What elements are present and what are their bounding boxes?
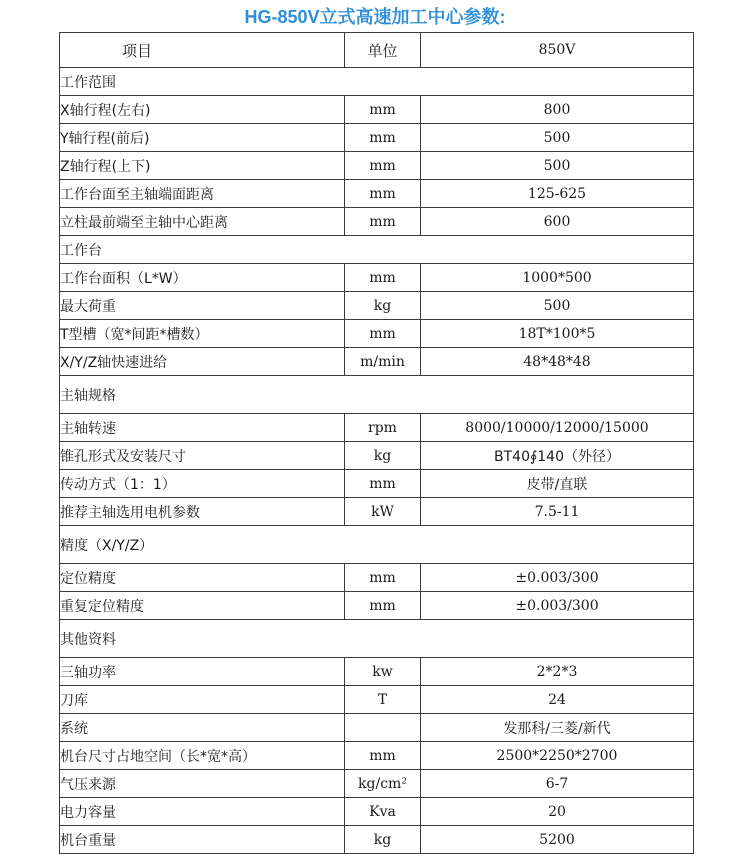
row-item: Z轴行程(上下) <box>60 152 345 180</box>
header-unit: 单位 <box>345 33 421 68</box>
table-row <box>60 798 694 826</box>
row-unit: kg <box>345 292 421 320</box>
row-value: 800 <box>421 96 694 124</box>
table-row <box>60 208 694 236</box>
header-value: 850V <box>421 33 694 68</box>
row-item: 推荐主轴选用电机参数 <box>60 498 345 526</box>
row-value: 18T*100*5 <box>421 320 694 348</box>
table-row <box>60 96 694 124</box>
row-value: 48*48*48 <box>421 348 694 376</box>
row-item: X轴行程(左右) <box>60 96 345 124</box>
row-unit: kW <box>345 498 421 526</box>
row-unit: mm <box>345 124 421 152</box>
row-value: 8000/10000/12000/15000 <box>421 414 694 442</box>
row-item: 传动方式（1：1） <box>60 470 345 498</box>
row-item: 工作台面积（L*W） <box>60 264 345 292</box>
row-unit: mm <box>345 180 421 208</box>
row-value: 2*2*3 <box>421 658 694 686</box>
table-row <box>60 292 694 320</box>
row-unit: mm <box>345 96 421 124</box>
table-row <box>60 714 694 742</box>
row-value: 7.5-11 <box>421 498 694 526</box>
row-item: T型槽（宽*间距*槽数） <box>60 320 345 348</box>
table-row <box>60 658 694 686</box>
table-row <box>60 320 694 348</box>
row-unit: mm <box>345 208 421 236</box>
row-item: 工作台面至主轴端面距离 <box>60 180 345 208</box>
row-unit: kw <box>345 658 421 686</box>
table-row <box>60 442 694 470</box>
row-unit: mm <box>345 592 421 620</box>
table-row <box>60 826 694 854</box>
row-item: 三轴功率 <box>60 658 345 686</box>
table-row <box>60 414 694 442</box>
row-value: 发那科/三菱/新代 <box>421 714 694 742</box>
page-title: HG-850V立式高速加工中心参数: <box>244 7 506 27</box>
row-item: 气压来源 <box>60 770 345 798</box>
table-row <box>60 124 694 152</box>
row-value: 20 <box>421 798 694 826</box>
row-unit: Kva <box>345 798 421 826</box>
table-row <box>60 470 694 498</box>
section-title: 精度（X/Y/Z） <box>60 526 694 564</box>
table-row <box>60 564 694 592</box>
table-row <box>60 498 694 526</box>
row-value: ±0.003/300 <box>421 592 694 620</box>
table-row <box>60 180 694 208</box>
row-value: 24 <box>421 686 694 714</box>
row-item: 最大荷重 <box>60 292 345 320</box>
section-row <box>60 620 694 658</box>
row-item: X/Y/Z轴快速进给 <box>60 348 345 376</box>
row-unit: m/min <box>345 348 421 376</box>
section-title: 工作范围 <box>60 68 694 96</box>
row-unit: kg <box>345 442 421 470</box>
row-value: 2500*2250*2700 <box>421 742 694 770</box>
header-item: 项目 <box>60 33 345 68</box>
section-row <box>60 68 694 96</box>
row-value: BT40∮140（外径） <box>421 442 694 470</box>
row-unit: mm <box>345 152 421 180</box>
spec-table <box>59 32 694 854</box>
row-item: 定位精度 <box>60 564 345 592</box>
section-row <box>60 526 694 564</box>
table-row <box>60 770 694 798</box>
row-unit: mm <box>345 742 421 770</box>
row-value: 500 <box>421 152 694 180</box>
row-unit: kg <box>345 826 421 854</box>
table-row <box>60 742 694 770</box>
row-unit: kg/cm² <box>345 770 421 798</box>
table-row <box>60 686 694 714</box>
row-item: 立柱最前端至主轴中心距离 <box>60 208 345 236</box>
table-row <box>60 264 694 292</box>
row-item: 重复定位精度 <box>60 592 345 620</box>
row-value: 500 <box>421 292 694 320</box>
row-unit: mm <box>345 320 421 348</box>
row-value: ±0.003/300 <box>421 564 694 592</box>
row-value: 600 <box>421 208 694 236</box>
row-item: Y轴行程(前后) <box>60 124 345 152</box>
row-item: 刀库 <box>60 686 345 714</box>
section-row <box>60 376 694 414</box>
table-row <box>60 348 694 376</box>
table-header-row <box>60 33 694 68</box>
row-unit: mm <box>345 264 421 292</box>
row-value: 500 <box>421 124 694 152</box>
row-unit: T <box>345 686 421 714</box>
row-unit: rpm <box>345 414 421 442</box>
row-item: 机台重量 <box>60 826 345 854</box>
section-title: 主轴规格 <box>60 376 694 414</box>
section-title: 其他资料 <box>60 620 694 658</box>
row-item: 机台尺寸占地空间（长*宽*高） <box>60 742 345 770</box>
row-value: 1000*500 <box>421 264 694 292</box>
row-item: 主轴转速 <box>60 414 345 442</box>
row-item: 锥孔形式及安装尺寸 <box>60 442 345 470</box>
row-unit <box>345 714 421 742</box>
row-item: 系统 <box>60 714 345 742</box>
row-item: 电力容量 <box>60 798 345 826</box>
row-unit: mm <box>345 564 421 592</box>
row-value: 皮带/直联 <box>421 470 694 498</box>
table-row <box>60 152 694 180</box>
row-unit: mm <box>345 470 421 498</box>
section-row <box>60 236 694 264</box>
table-row <box>60 592 694 620</box>
row-value: 125-625 <box>421 180 694 208</box>
row-value: 5200 <box>421 826 694 854</box>
row-value: 6-7 <box>421 770 694 798</box>
section-title: 工作台 <box>60 236 694 264</box>
